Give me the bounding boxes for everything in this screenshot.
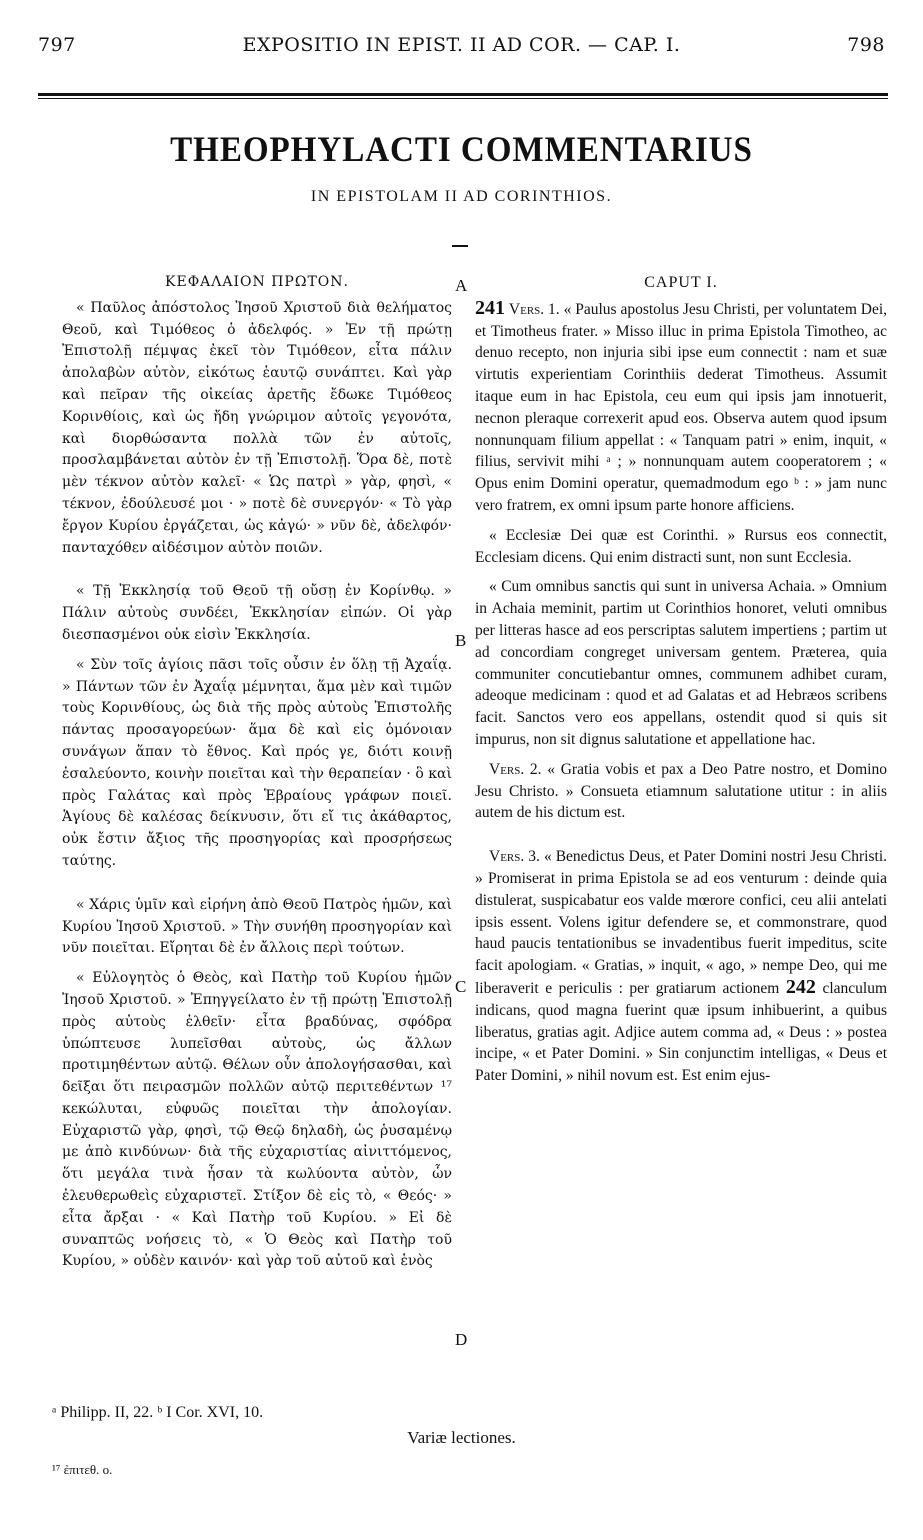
verse-label: Vers. 3. (489, 848, 540, 866)
verse-text: « Benedictus Deus, et Pater Domini nostri Jesu Christi. » Promiserat in prima Epistola se ad eos venturum : deinde quia distulerat, suspicabatur eos valde mœrore confici, ceu alii antelati ipsis essent. Volens igitur defendere se, et commonstrare, quod haud paucis tentationibus se invadentibus fuerit impeditus, scite facit apologiam. « Gratias, » inquit, « ago, » nempe Deo, qui me liberaverit e periculis : per gratiarum actionem (475, 848, 887, 997)
margin-letter-b: B (455, 631, 467, 650)
greek-column (62, 272, 452, 1392)
footnote-references: ᵃ Philipp. II, 22. ᵇ I Cor. XVI, 10. (52, 1404, 264, 1421)
column-number: 242 (785, 975, 816, 998)
column-number: 241 (475, 296, 505, 319)
greek-paragraph: « Τῇ Ἐκκλησίᾳ τοῦ Θεοῦ τῇ οὔσῃ ἐν Κορίνθῳ. » Πάλιν αὐτοὺς συνδέει, Ἐκκλησίαν εἰπών. Οἱ γὰρ διεσπασμένοι οὐκ εἰσὶν Ἐκκλησία. (62, 583, 452, 643)
latin-column (475, 272, 887, 1392)
greek-paragraph: « Παῦλος ἀπόστολος Ἰησοῦ Χριστοῦ διὰ θελήματος Θεοῦ, καὶ Τιμόθεος ὁ ἀδελφός. » Ἐν τῇ πρώτῃ Ἐπιστολῇ πέμψας ἐκεῖ τὸν Τιμόθεον, εἶτα πάλιν ἀπολαβὼν αὐτὸν, εἰκότως ἑαυτῷ συνάπτει. Καὶ γὰρ καὶ πεῖραν τῆς οἰκείας ἀρετῆς ἔδωκε Τιμόθεος Κορινθίοις, καὶ ὡς ἤδη γνώριμον αὐτοῖς γεγονότα, καὶ διορθώσαντα πολλὰ τῶν ἐν αὐτοῖς, προσλαμβάνεται αὐτὸν ἐν τῇ Ἐπιστολῇ. Ὅρα δὲ, ποτὲ μὲν τέκνον αὐτὸν καλεῖ· « Ὡς πατρὶ » γὰρ, φησὶ, « τέκνον, ἐδούλευσέ μοι · » ποτὲ δὲ συνεργόν· « Τὸ γὰρ ἔργον Κυρίου ἐργάζεται, ὡς κἀγώ· » νῦν δὲ, ἀδελφόν· πανταχόθεν αἰδέσιμον αὐτὸν ποιῶν. (62, 299, 452, 556)
verse-text: « Gratia vobis et pax a Deo Patre nostro, et Domino Jesu Christo. » Consueta etiamnum salutatione utitur : in aliis autem de his dictum est. (475, 760, 887, 822)
latin-paragraph-verse-1 (475, 298, 887, 517)
document-subtitle: IN EPISTOLAM II AD CORINTHIOS. (310, 188, 613, 205)
page-number-right: 798 (847, 34, 885, 56)
latin-paragraph: « Ecclesiæ Dei quæ est Corinthi. » Rursus eos connectit, Ecclesiam dicens. Qui enim distracti sunt, non sunt Ecclesia. (475, 526, 887, 566)
page-number-left: 797 (38, 34, 76, 56)
header-rule-thick (38, 93, 888, 96)
greek-paragraph: « Χάρις ὑμῖν καὶ εἰρήνη ἀπὸ Θεοῦ Πατρὸς ἡμῶν, καὶ Κυρίου Ἰησοῦ Χριστοῦ. » Τὴν συνήθη προσηγορίαν καὶ νῦν ποιεῖται. Εἴρηται δὲ ἐν ἄλλοις περὶ τούτων. (62, 896, 452, 957)
margin-letter-c: C (455, 977, 467, 996)
header-rule-thin (38, 98, 888, 99)
latin-paragraph-verse-3 (475, 846, 887, 1087)
greek-heading: ΚΕΦΑΛΑΙΟΝ ΠΡΩΤΟΝ. (165, 274, 349, 290)
latin-paragraph: « Cum omnibus sanctis qui sunt in universa Achaia. » Omnium in Achaia meminit, partim ut Corinthios honoret, veluti omnibus per litteras hasce ad eos perscriptas salutem impertiens ; partim ut ad concordiam congreget universam gentem. Præterea, quia communiter concutiebantur omnes, communem adhibet curam, adeoque medicinam : quod et ad Galatas et ad Hebræos scribens facit. Sanctos vero eos appellans, ostendit quod si quis sit impurus, non sit dignus salutatione et appellatione hac. (475, 578, 887, 748)
variant-reading: ¹⁷ ἐπιτεθ. ο. (52, 1462, 113, 1477)
latin-paragraph-verse-2 (475, 759, 887, 824)
verse-label: Vers. 1. (508, 300, 560, 318)
margin-letter-d: D (455, 1330, 468, 1349)
title-divider (452, 245, 468, 247)
greek-paragraph: « Σὺν τοῖς ἁγίοις πᾶσι τοῖς οὖσιν ἐν ὅλῃ τῇ Ἀχαΐᾳ. » Πάντων τῶν ἐν Ἀχαΐᾳ μέμνηται, ἅμα μὲν καὶ τιμῶν τοὺς Κορινθίους, ὡς διὰ τῆς πρὸς αὐτοὺς Ἐπιστολῆς πάντας προσαγορεύων· ἅμα δὲ καὶ εἰς ὁμόνοιαν συνάγων ἅπαν τὸ ἔθνος. Καὶ πρός γε, διότι κοινῇ ἐσαλεύοντο, κοινὴν ποιεῖται καὶ τὴν θεραπείαν · ὃ καὶ πρὸς Γαλάτας καὶ πρὸς Ἑβραίους γράφων ποιεῖ. Ἁγίους δὲ καλέσας δείκνυσιν, ὅτι εἴ τις ἀκάθαρτος, οὐκ ἔστιν ἄξιος τῆς προσηγορίας καὶ προσρήσεως ταύτης. (62, 656, 452, 869)
document-title: THEOPHYLACTI COMMENTARIUS (170, 129, 753, 169)
variae-lectiones-heading: Variæ lectiones. (407, 1428, 516, 1447)
margin-letter-a: A (455, 276, 468, 295)
verse-text: clanculum indicans, quod magna fuerint quæ ipsum inhibuerint, a quibus liberatus, gratias agit. Adjice autem comma ad, « Deus : » postea incipe, « et Pater Domini. » Sin conjunctim intelligas, « Deus et Pater Domini, » nihil novum est. Est enim ejus- (475, 979, 887, 1085)
verse-text: « Paulus apostolus Jesu Christi, per voluntatem Dei, et Timotheus frater. » Misso illuc in prima Epistola Timotheo, ac denuo recepto, non injuria sibi ipse eum connectit : nam et suæ virtutis experientiam Corinthiis dederat Timotheus. Assumit itaque eum in hac Epistola, ceu eum qui ipsis jam innotuerit, necnon pleraque correxerit apud eos. Observa autem quod ipsum nonnunquam filium appellat : « Tanquam patri » enim, inquit, « filius, servivit mihi ᵃ ; » nonnunquam autem cooperatorem ; « Opus enim Domini operatur, quemadmodum ego ᵇ : » jam nunc vero fratrem, ex omni ipsum parte honore afficiens. (475, 300, 887, 514)
running-title: EXPOSITIO IN EPIST. II AD COR. — CAP. I. (242, 34, 681, 56)
verse-label: Vers. 2. (489, 760, 542, 778)
latin-heading: CAPUT I. (644, 274, 718, 291)
greek-paragraph: « Εὐλογητὸς ὁ Θεὸς, καὶ Πατὴρ τοῦ Κυρίου ἡμῶν Ἰησοῦ Χριστοῦ. » Ἐπηγγείλατο ἐν τῇ πρώτῃ Ἐπιστολῇ πρὸς αὐτοὺς ἐλθεῖν· εἶτα βραδύνας, σφόδρα ὑπώπτευσε λυπεῖσθαι αὐτοὺς, ὡς ἄλλων προτιμηθέντων αὐτῷ. Θέλων οὖν ἀπολογήσασθαι, καὶ δεῖξαι ὅτι πειρασμῶν πολλῶν αὐτῷ περιτεθέντων ¹⁷ κεκώλυται, εὐφυῶς ποιεῖται τὴν ἀπολογίαν. Εὐχαριστῶ γὰρ, φησὶ, τῷ Θεῷ δηλαδὴ, ὡς ῥυσαμένῳ με ἀπὸ κινδύνων· διὰ τῆς εὐχαριστίας αἰνιττόμενος, ὅτι μεγάλα τινὰ ἦσαν τὰ κωλύοντα αὐτὸν, ὧν ἐλευθερωθεὶς εὐχαριστεῖ. Στίξον δὲ εἰς τὸ, « Θεός· » εἶτα ἄρξαι · « Καὶ Πατὴρ τοῦ Κυρίου. » Εἰ δὲ συναπτῶς νοήσεις τὸ, « Ὁ Θεὸς καὶ Πατὴρ τοῦ Κυρίου, » οὐδὲν καινόν· καὶ γὰρ τοῦ αὐτοῦ καὶ ἑνὸς (62, 970, 452, 1270)
